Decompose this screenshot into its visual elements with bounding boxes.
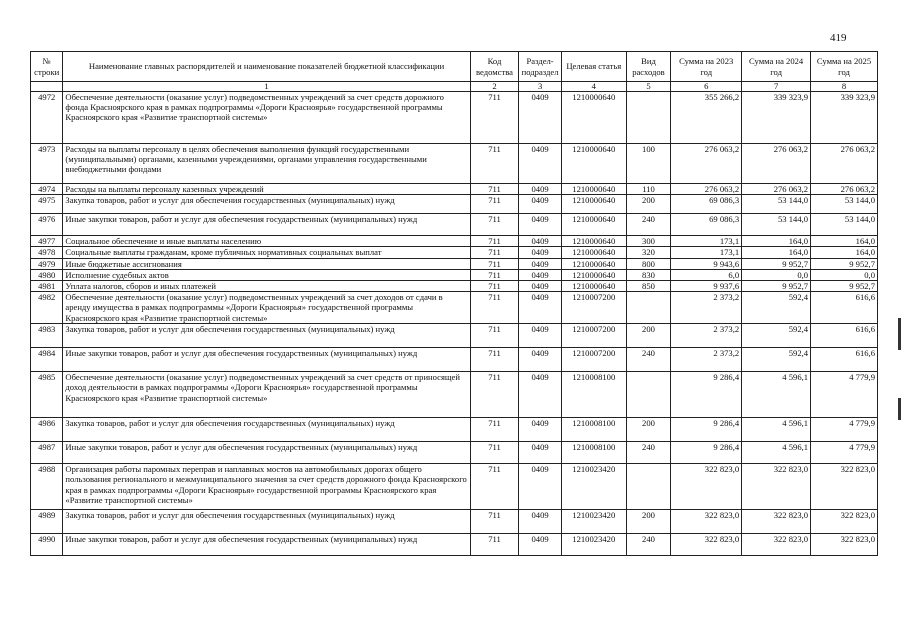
row-section: 0409 (519, 534, 562, 556)
row-sum-2025: 4 779,9 (811, 418, 878, 442)
row-sum-2024: 9 952,7 (742, 258, 811, 269)
row-name: Обеспечение деятельности (оказание услуг) подведомственных учреждений за счет доходов от сдачи в аренду имущества в рамках подпрограммы «Дороги Красноярья» государственной программы Красноярского края «Развитие транспортной системы» (63, 292, 470, 324)
table-row (31, 214, 878, 236)
row-target: 1210000640 (561, 247, 626, 258)
header-name: Наименование главных распорядителей и наименование показателей бюджетной классификации (63, 52, 470, 82)
table-row (31, 184, 878, 195)
row-number: 4988 (31, 464, 63, 510)
row-sum-2025: 616,6 (811, 292, 878, 324)
row-sum-2024: 164,0 (742, 247, 811, 258)
row-exp-type (626, 92, 671, 144)
row-sum-2023: 173,1 (671, 236, 742, 247)
row-sum-2024: 4 596,1 (742, 372, 811, 418)
row-exp-type: 800 (626, 258, 671, 269)
row-target: 1210000640 (561, 281, 626, 292)
row-number: 4982 (31, 292, 63, 324)
row-section: 0409 (519, 510, 562, 534)
col-num: 8 (811, 82, 878, 92)
row-sum-2025: 53 144,0 (811, 214, 878, 236)
row-exp-type: 240 (626, 442, 671, 464)
row-sum-2024: 53 144,0 (742, 214, 811, 236)
row-sum-2025: 4 779,9 (811, 442, 878, 464)
table-row (31, 195, 878, 214)
row-target: 1210000640 (561, 184, 626, 195)
row-exp-type (626, 292, 671, 324)
row-name: Исполнение судебных актов (63, 269, 470, 280)
row-sum-2025: 164,0 (811, 236, 878, 247)
row-number: 4984 (31, 348, 63, 372)
row-sum-2025: 322 823,0 (811, 464, 878, 510)
scan-edge-mark (898, 318, 901, 350)
row-sum-2024: 322 823,0 (742, 534, 811, 556)
row-sum-2023: 2 373,2 (671, 292, 742, 324)
row-exp-type: 100 (626, 144, 671, 184)
row-number: 4975 (31, 195, 63, 214)
row-sum-2024: 276 063,2 (742, 144, 811, 184)
row-number: 4972 (31, 92, 63, 144)
column-number-row (31, 82, 878, 92)
row-dept-code: 711 (470, 348, 519, 372)
col-num: 5 (626, 82, 671, 92)
row-dept-code: 711 (470, 418, 519, 442)
col-num: 7 (742, 82, 811, 92)
row-section: 0409 (519, 348, 562, 372)
row-dept-code: 711 (470, 184, 519, 195)
row-name: Иные бюджетные ассигнования (63, 258, 470, 269)
row-section: 0409 (519, 372, 562, 418)
row-sum-2024: 164,0 (742, 236, 811, 247)
row-number: 4985 (31, 372, 63, 418)
scan-edge-mark (898, 398, 901, 420)
row-sum-2023: 9 286,4 (671, 372, 742, 418)
header-row-no: № строки (31, 52, 63, 82)
row-exp-type: 850 (626, 281, 671, 292)
header-dept-code: Код ведомства (470, 52, 519, 82)
row-section: 0409 (519, 442, 562, 464)
table-row (31, 324, 878, 348)
row-name: Иные закупки товаров, работ и услуг для обеспечения государственных (муниципальных) нужд (63, 214, 470, 236)
row-sum-2025: 322 823,0 (811, 510, 878, 534)
row-dept-code: 711 (470, 324, 519, 348)
row-dept-code: 711 (470, 372, 519, 418)
col-num (31, 82, 63, 92)
table-row (31, 281, 878, 292)
table-row (31, 464, 878, 510)
row-sum-2023: 2 373,2 (671, 324, 742, 348)
row-section: 0409 (519, 258, 562, 269)
row-number: 4980 (31, 269, 63, 280)
row-dept-code: 711 (470, 258, 519, 269)
row-dept-code: 711 (470, 281, 519, 292)
row-number: 4989 (31, 510, 63, 534)
row-section: 0409 (519, 269, 562, 280)
row-dept-code: 711 (470, 236, 519, 247)
row-dept-code: 711 (470, 510, 519, 534)
row-name: Социальное обеспечение и иные выплаты населению (63, 236, 470, 247)
row-number: 4986 (31, 418, 63, 442)
row-name: Закупка товаров, работ и услуг для обеспечения государственных (муниципальных) нужд (63, 195, 470, 214)
row-number: 4978 (31, 247, 63, 258)
row-exp-type: 200 (626, 324, 671, 348)
row-target: 1210008100 (561, 372, 626, 418)
row-name: Иные закупки товаров, работ и услуг для обеспечения государственных (муниципальных) нужд (63, 534, 470, 556)
table-row (31, 534, 878, 556)
row-section: 0409 (519, 324, 562, 348)
row-target: 1210007200 (561, 324, 626, 348)
table-row (31, 247, 878, 258)
row-sum-2025: 276 063,2 (811, 184, 878, 195)
row-name: Расходы на выплаты персоналу казенных учреждений (63, 184, 470, 195)
row-section: 0409 (519, 214, 562, 236)
row-sum-2023: 9 937,6 (671, 281, 742, 292)
row-section: 0409 (519, 292, 562, 324)
row-name: Обеспечение деятельности (оказание услуг) подведомственных учреждений за счет средств от приносящей доход деятельности в рамках подпрограммы «Дороги Красноярья» государственной программы Красноярского края «Развитие транспортной системы» (63, 372, 470, 418)
row-sum-2023: 355 266,2 (671, 92, 742, 144)
row-dept-code: 711 (470, 92, 519, 144)
row-sum-2024: 9 952,7 (742, 281, 811, 292)
table-row (31, 510, 878, 534)
row-sum-2025: 4 779,9 (811, 372, 878, 418)
row-sum-2025: 276 063,2 (811, 144, 878, 184)
row-number: 4990 (31, 534, 63, 556)
table-row (31, 292, 878, 324)
row-sum-2024: 322 823,0 (742, 510, 811, 534)
row-exp-type: 320 (626, 247, 671, 258)
row-sum-2024: 53 144,0 (742, 195, 811, 214)
row-sum-2024: 276 063,2 (742, 184, 811, 195)
row-name: Иные закупки товаров, работ и услуг для обеспечения государственных (муниципальных) нужд (63, 348, 470, 372)
row-exp-type: 830 (626, 269, 671, 280)
row-dept-code: 711 (470, 195, 519, 214)
row-target: 1210007200 (561, 292, 626, 324)
row-sum-2024: 592,4 (742, 348, 811, 372)
row-dept-code: 711 (470, 247, 519, 258)
row-number: 4974 (31, 184, 63, 195)
row-name: Иные закупки товаров, работ и услуг для обеспечения государственных (муниципальных) нужд (63, 442, 470, 464)
row-sum-2023: 9 286,4 (671, 442, 742, 464)
row-name: Закупка товаров, работ и услуг для обеспечения государственных (муниципальных) нужд (63, 324, 470, 348)
row-target: 1210000640 (561, 144, 626, 184)
row-sum-2025: 616,6 (811, 348, 878, 372)
col-num: 2 (470, 82, 519, 92)
table-row (31, 442, 878, 464)
header-sum-2023: Сумма на 2023 год (671, 52, 742, 82)
row-sum-2024: 322 823,0 (742, 464, 811, 510)
row-section: 0409 (519, 184, 562, 195)
header-sum-2024: Сумма на 2024 год (742, 52, 811, 82)
table-row (31, 418, 878, 442)
row-exp-type: 300 (626, 236, 671, 247)
header-sum-2025: Сумма на 2025 год (811, 52, 878, 82)
row-sum-2023: 69 086,3 (671, 214, 742, 236)
row-sum-2023: 173,1 (671, 247, 742, 258)
row-dept-code: 711 (470, 442, 519, 464)
table-row (31, 348, 878, 372)
table-row (31, 236, 878, 247)
row-sum-2025: 616,6 (811, 324, 878, 348)
row-target: 1210000640 (561, 269, 626, 280)
row-sum-2024: 0,0 (742, 269, 811, 280)
row-exp-type (626, 372, 671, 418)
row-sum-2023: 9 943,6 (671, 258, 742, 269)
row-sum-2023: 6,0 (671, 269, 742, 280)
row-number: 4973 (31, 144, 63, 184)
row-target: 1210007200 (561, 348, 626, 372)
row-target: 1210008100 (561, 442, 626, 464)
row-sum-2025: 9 952,7 (811, 281, 878, 292)
row-section: 0409 (519, 144, 562, 184)
row-target: 1210023420 (561, 510, 626, 534)
row-sum-2024: 339 323,9 (742, 92, 811, 144)
col-num: 4 (561, 82, 626, 92)
row-number: 4977 (31, 236, 63, 247)
row-sum-2023: 322 823,0 (671, 464, 742, 510)
row-target: 1210000640 (561, 92, 626, 144)
row-name: Закупка товаров, работ и услуг для обеспечения государственных (муниципальных) нужд (63, 418, 470, 442)
table-row (31, 269, 878, 280)
table-row (31, 258, 878, 269)
row-number: 4987 (31, 442, 63, 464)
budget-table (30, 51, 878, 556)
row-sum-2023: 322 823,0 (671, 534, 742, 556)
col-num: 1 (63, 82, 470, 92)
table-row (31, 144, 878, 184)
row-target: 1210023420 (561, 464, 626, 510)
row-sum-2024: 592,4 (742, 324, 811, 348)
header-section: Раздел-подраздел (519, 52, 562, 82)
row-dept-code: 711 (470, 464, 519, 510)
page-number: 419 (830, 32, 847, 44)
row-name: Закупка товаров, работ и услуг для обеспечения государственных (муниципальных) нужд (63, 510, 470, 534)
col-num: 6 (671, 82, 742, 92)
row-dept-code: 711 (470, 214, 519, 236)
row-sum-2025: 339 323,9 (811, 92, 878, 144)
row-name: Социальные выплаты гражданам, кроме публичных нормативных социальных выплат (63, 247, 470, 258)
row-target: 1210000640 (561, 236, 626, 247)
header-row (31, 52, 878, 82)
row-dept-code: 711 (470, 144, 519, 184)
row-exp-type: 240 (626, 214, 671, 236)
row-sum-2023: 69 086,3 (671, 195, 742, 214)
row-dept-code: 711 (470, 269, 519, 280)
row-sum-2025: 9 952,7 (811, 258, 878, 269)
row-exp-type (626, 464, 671, 510)
col-num: 3 (519, 82, 562, 92)
row-sum-2024: 4 596,1 (742, 418, 811, 442)
row-sum-2024: 592,4 (742, 292, 811, 324)
row-sum-2025: 0,0 (811, 269, 878, 280)
table-row (31, 372, 878, 418)
header-target: Целевая статья (561, 52, 626, 82)
row-name: Обеспечение деятельности (оказание услуг) подведомственных учреждений за счет средств дорожного фонда Красноярского края в рамках подпрограммы «Дороги Красноярья» государственной программы Красноярского края «Развитие транспортной системы» (63, 92, 470, 144)
row-exp-type: 200 (626, 418, 671, 442)
row-sum-2025: 322 823,0 (811, 534, 878, 556)
row-sum-2025: 53 144,0 (811, 195, 878, 214)
table-row (31, 92, 878, 144)
row-name: Организация работы паромных переправ и наплавных мостов на автомобильных дорогах общего пользования регионального и межмуниципального значения за счет средств дорожного фонда Красноярского края в рамках подпрограммы «Дороги Красноярья» государственной программы Красноярского края «Развитие транспортной системы» (63, 464, 470, 510)
row-number: 4979 (31, 258, 63, 269)
row-section: 0409 (519, 418, 562, 442)
row-dept-code: 711 (470, 292, 519, 324)
row-dept-code: 711 (470, 534, 519, 556)
row-name: Уплата налогов, сборов и иных платежей (63, 281, 470, 292)
row-sum-2023: 276 063,2 (671, 144, 742, 184)
header-exp-type: Вид расходов (626, 52, 671, 82)
row-target: 1210023420 (561, 534, 626, 556)
row-target: 1210000640 (561, 195, 626, 214)
row-exp-type: 200 (626, 195, 671, 214)
row-section: 0409 (519, 92, 562, 144)
row-sum-2025: 164,0 (811, 247, 878, 258)
row-number: 4983 (31, 324, 63, 348)
row-name: Расходы на выплаты персоналу в целях обеспечения выполнения функций государственными (муниципальными) органами, казенными учреждениями, органами управления государственными внебюджетными фондами (63, 144, 470, 184)
row-number: 4981 (31, 281, 63, 292)
row-sum-2023: 322 823,0 (671, 510, 742, 534)
row-sum-2023: 276 063,2 (671, 184, 742, 195)
row-section: 0409 (519, 236, 562, 247)
row-target: 1210000640 (561, 258, 626, 269)
row-sum-2023: 2 373,2 (671, 348, 742, 372)
row-section: 0409 (519, 195, 562, 214)
row-exp-type: 110 (626, 184, 671, 195)
row-number: 4976 (31, 214, 63, 236)
row-exp-type: 240 (626, 534, 671, 556)
row-section: 0409 (519, 247, 562, 258)
row-target: 1210008100 (561, 418, 626, 442)
row-section: 0409 (519, 464, 562, 510)
row-sum-2024: 4 596,1 (742, 442, 811, 464)
row-target: 1210000640 (561, 214, 626, 236)
row-exp-type: 200 (626, 510, 671, 534)
row-section: 0409 (519, 281, 562, 292)
row-sum-2023: 9 286,4 (671, 418, 742, 442)
row-exp-type: 240 (626, 348, 671, 372)
